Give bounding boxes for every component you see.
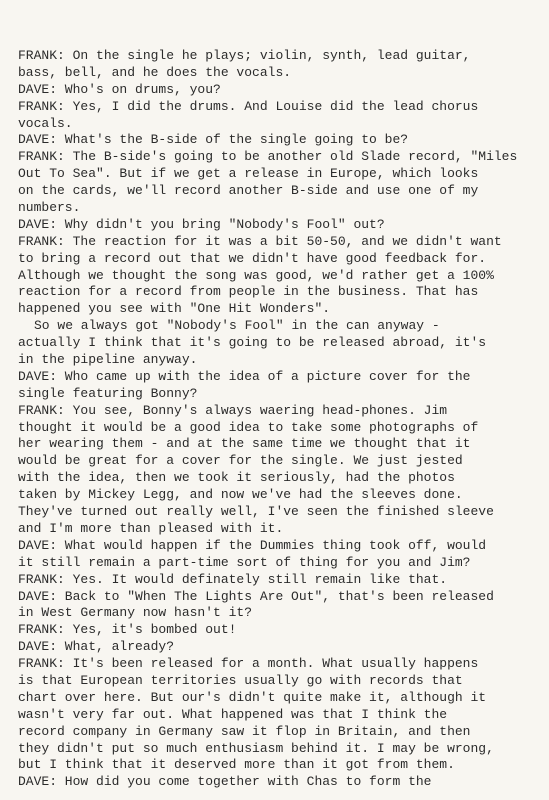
text-line: in the pipeline anyway. bbox=[18, 352, 198, 368]
text-line: They've turned out really well, I've seen the finished sleeve bbox=[18, 504, 494, 520]
text-line: FRANK: You see, Bonny's always waering head-phones. Jim bbox=[18, 402, 448, 418]
text-line: DAVE: Why didn't you bring "Nobody's Fool" out? bbox=[18, 216, 385, 232]
text-line: happened you see with "One Hit Wonders". bbox=[18, 301, 331, 317]
text-line: DAVE: Who came up with the idea of a picture cover for the bbox=[18, 368, 471, 384]
text-line: Out To Sea". But if we get a release in Europe, which looks bbox=[18, 166, 479, 182]
text-line: thought it would be a good idea to take some photographs of bbox=[18, 419, 479, 435]
text-line: to bring a record out that we didn't have good feedback for. bbox=[18, 250, 487, 266]
text-line: FRANK: It's been released for a month. What usually happens bbox=[18, 656, 479, 672]
text-line: on the cards, we'll record another B-side and use one of my bbox=[18, 183, 479, 199]
text-line: DAVE: Back to "When The Lights Are Out", that's been released bbox=[18, 588, 494, 604]
text-line: numbers. bbox=[18, 200, 81, 216]
text-line: bass, bell, and he does the vocals. bbox=[18, 64, 292, 80]
text-line: single featuring Bonny? bbox=[18, 385, 198, 401]
text-line: wasn't very far out. What happened was that I think the bbox=[18, 706, 448, 722]
text-line: DAVE: How did you come together with Chas to form the bbox=[18, 774, 432, 790]
text-line: FRANK: The B-side's going to be another old Slade record, "Miles bbox=[18, 149, 518, 165]
text-line: chart over here. But our's didn't quite make it, although it bbox=[18, 689, 487, 705]
text-line: DAVE: What would happen if the Dummies thing took off, would bbox=[18, 537, 487, 553]
text-line: FRANK: Yes, it's bombed out! bbox=[18, 622, 237, 638]
text-line: and I'm more than pleased with it. bbox=[18, 520, 284, 536]
text-line: is that European territories usually go with records that bbox=[18, 672, 463, 688]
text-line: DAVE: What, already? bbox=[18, 639, 175, 655]
text-line-indented: So we always got "Nobody's Fool" in the can anyway - bbox=[34, 318, 440, 334]
text-line: FRANK: The reaction for it was a bit 50-50, and we didn't want bbox=[18, 233, 502, 249]
text-line: her wearing them - and at the same time we thought that it bbox=[18, 436, 471, 452]
text-line: FRANK: Yes. It would definately still remain like that. bbox=[18, 571, 448, 587]
text-line: FRANK: On the single he plays; violin, synth, lead guitar, bbox=[18, 48, 471, 63]
text-line: vocals. bbox=[18, 115, 73, 131]
text-line: actually I think that it's going to be released abroad, it's bbox=[18, 335, 487, 351]
text-line: Although we thought the song was good, we'd rather get a 100% bbox=[18, 267, 494, 283]
text-line: they didn't put so much enthusiasm behind it. I may be wrong, bbox=[18, 740, 494, 756]
text-line: reaction for a record from people in the business. That has bbox=[18, 284, 479, 300]
text-line: FRANK: Yes, I did the drums. And Louise did the lead chorus bbox=[18, 98, 479, 114]
text-line: DAVE: What's the B-side of the single going to be? bbox=[18, 132, 409, 148]
text-line: but I think that it deserved more than it got from them. bbox=[18, 757, 455, 773]
text-line: DAVE: Who's on drums, you? bbox=[18, 81, 221, 97]
text-line: it still remain a part-time sort of thing for you and Jim? bbox=[18, 554, 471, 570]
text-line: with the idea, then we took it seriously, had the photos bbox=[18, 470, 455, 486]
text-line: would be great for a cover for the single. We just jested bbox=[18, 453, 463, 469]
text-line: record company in Germany saw it flop in Britain, and then bbox=[18, 723, 471, 739]
text-line: taken by Mickey Legg, and now we've had the sleeves done. bbox=[18, 487, 463, 503]
text-line: in West Germany now hasn't it? bbox=[18, 605, 253, 621]
